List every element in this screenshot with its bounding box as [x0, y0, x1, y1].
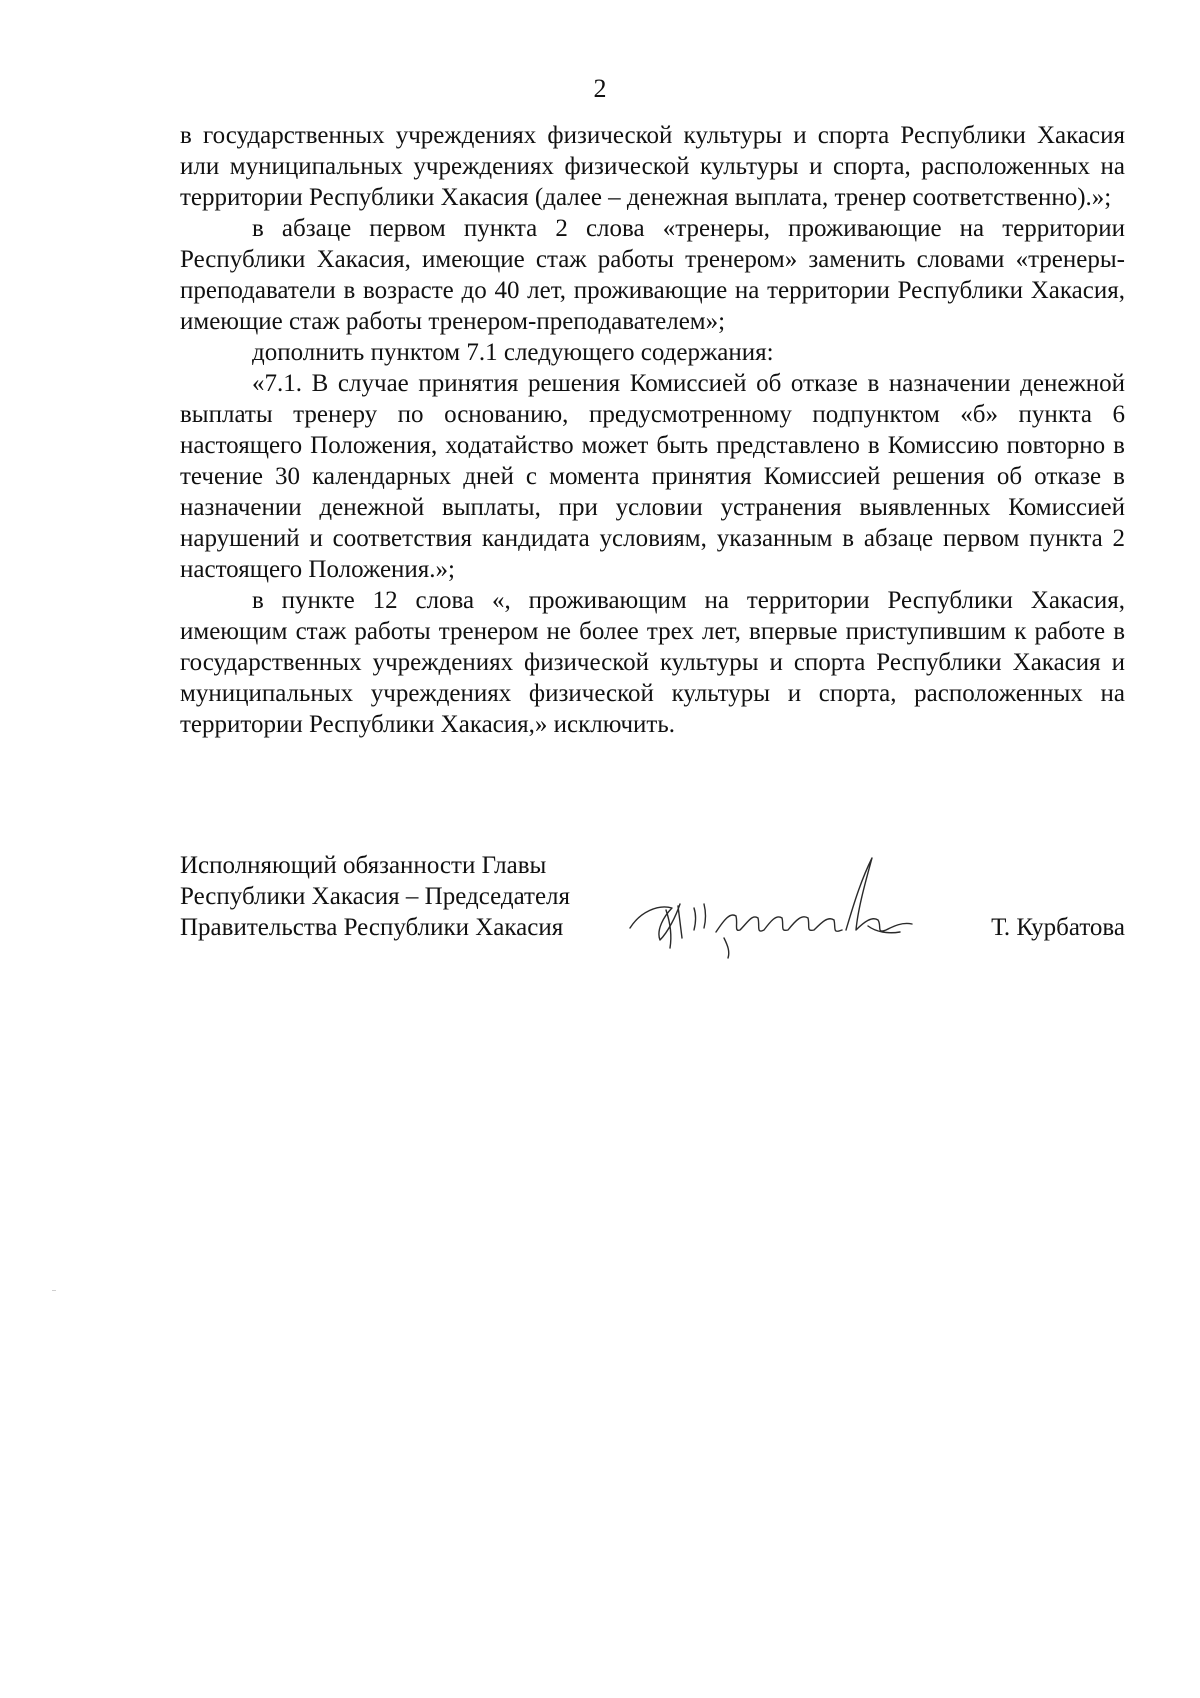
signer-name: Т. Курбатова: [991, 914, 1125, 941]
paragraph-amendment-point-2: в абзаце первом пункта 2 слова «тренеры, проживающие на территории Республики Хакасия, имеющие стаж работы тренером» заменить словами «тренеры-преподаватели в возрасте до 40 лет, проживающие на территории Республики Хакасия, имеющие стаж работы тренером-преподавателем»;: [180, 215, 1125, 335]
paragraph-amendment-point-12: в пункте 12 слова «, проживающим на территории Республики Хакасия, имеющим стаж работы тренером не более трех лет, впервые приступившим к работе в государственных учреждениях физической культуры и спорта Республики Хакасия и муниципальных учреждениях физической культуры и спорта, расположенных на территории Республики Хакасия,» исключить.: [180, 587, 1125, 738]
signer-title-line: Республики Хакасия – Председателя: [180, 883, 571, 910]
signer-title-line: Правительства Республики Хакасия: [180, 914, 564, 941]
paragraph-continuation: в государственных учреждениях физической культуры и спорта Республики Хакасия или муниципальных учреждениях физической культуры и спорта, расположенных на территории Республики Хакасия (далее – денежная выплата, тренер соответственно).»;: [180, 122, 1125, 211]
scan-artifact: [52, 1290, 56, 1291]
page-number: 2: [593, 74, 607, 103]
signer-title-line: Исполняющий обязанности Главы: [180, 852, 547, 879]
document-body: [180, 120, 1125, 740]
handwritten-signature: [620, 850, 920, 960]
paragraph-point-7-1-text: «7.1. В случае принятия решения Комиссией об отказе в назначении денежной выплаты тренеру по основанию, предусмотренному подпунктом «б» пункта 6 настоящего Положения, ходатайство может быть представлено в Комиссию повторно в течение 30 календарных дней с момента принятия Комиссией решения об отказе в назначении денежной выплаты, при условии устранения выявленных Комиссией нарушений и соответствия кандидата условиям, указанным в абзаце первом пункта 2 настоящего Положения.»;: [180, 370, 1125, 583]
signature-block: [180, 850, 1125, 960]
signer-title: [180, 850, 570, 943]
paragraph-add-point-7-1: дополнить пунктом 7.1 следующего содержания:: [252, 339, 774, 366]
